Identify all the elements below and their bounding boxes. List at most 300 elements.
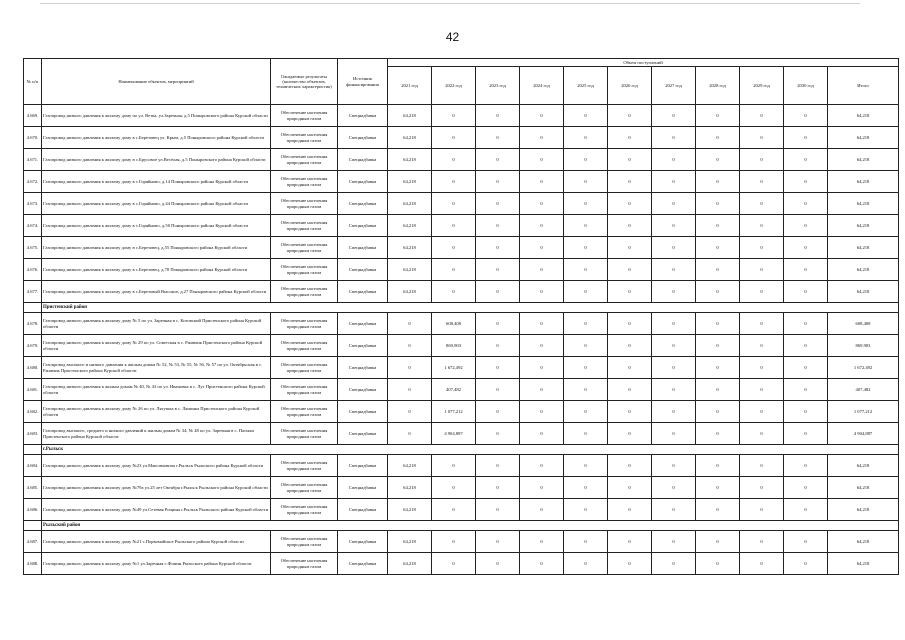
object-name: Газопровод низкого давления к жилому дому в с.Березовец, д.78 Поныровского района Курской области	[42, 259, 271, 281]
row-total: 1 077,212	[828, 401, 899, 423]
year-value: 0	[740, 357, 784, 379]
table-row	[24, 357, 899, 379]
section-label: Рыльский район	[42, 521, 899, 531]
year-value: 0	[740, 313, 784, 335]
year-value: 0	[564, 499, 608, 521]
year-value: 4 904,887	[432, 423, 476, 445]
year-value: 0	[608, 335, 652, 357]
year-value: 0	[520, 127, 564, 149]
year-value: 0	[476, 335, 520, 357]
object-name: Газопровод низкого давления к жилому дому в с.Горяйново, д.44 Поныровского района Курской области	[42, 193, 271, 215]
funding-source: Спецнадбавка	[338, 335, 388, 357]
table-row	[24, 477, 899, 499]
year-value: 0	[564, 401, 608, 423]
header-year: 2027 год	[652, 67, 696, 105]
expected-result: Обеспечение населения природным газом	[271, 357, 338, 379]
year-value: 0	[520, 379, 564, 401]
row-number: 4.669.	[24, 105, 42, 127]
year-value: 0	[740, 335, 784, 357]
section-row	[24, 303, 899, 313]
table-row	[24, 401, 899, 423]
year-value: 0	[520, 171, 564, 193]
year-value: 0	[476, 281, 520, 303]
row-total: 64,218	[828, 105, 899, 127]
year-value: 0	[564, 553, 608, 575]
header-total: Итого	[828, 67, 899, 105]
year-value: 0	[696, 259, 740, 281]
year-value: 0	[520, 215, 564, 237]
year-value: 0	[432, 553, 476, 575]
row-number: 4.675.	[24, 237, 42, 259]
year-value: 0	[784, 357, 828, 379]
table-row	[24, 193, 899, 215]
expected-result: Обеспечение населения природным газом	[271, 215, 338, 237]
object-name: Газопровод низкого давления к жилому дому в с.Березовец ул. Крым, д.5 Поныровского района Курской области	[42, 127, 271, 149]
year-value: 0	[432, 215, 476, 237]
year-value: 0	[784, 149, 828, 171]
section-num-cell	[24, 521, 42, 531]
year-value: 0	[520, 193, 564, 215]
object-name: Газопровод низкого давления к жилым домам № 40, № 43 по ул. Ивановка в с. Луг Пристенского района Курской области	[42, 379, 271, 401]
table-row	[24, 127, 899, 149]
year-value: 0	[740, 379, 784, 401]
row-number: 4.683.	[24, 423, 42, 445]
expected-result: Обеспечение населения природным газом	[271, 477, 338, 499]
year-value: 0	[784, 237, 828, 259]
header-year: 2028 год	[696, 67, 740, 105]
row-total: 1 672,492	[828, 357, 899, 379]
year-value: 0	[564, 105, 608, 127]
year-value: 0	[740, 105, 784, 127]
year-value: 0	[520, 553, 564, 575]
year-value: 0	[608, 193, 652, 215]
object-name: Газопровод низкого давления к жилому дому в с.Березовец, д.55 Поныровского района Курской области	[42, 237, 271, 259]
row-number: 4.678.	[24, 313, 42, 335]
year-value: 0	[696, 477, 740, 499]
year-value: 0	[432, 149, 476, 171]
year-value: 0	[476, 531, 520, 553]
year-value: 0	[784, 259, 828, 281]
year-value: 64,218	[388, 149, 432, 171]
year-value: 0	[784, 313, 828, 335]
year-value: 0	[696, 313, 740, 335]
year-value: 0	[432, 193, 476, 215]
year-value: 0	[564, 149, 608, 171]
section-label: г.Рыльск	[42, 445, 899, 455]
row-number: 4.671.	[24, 149, 42, 171]
year-value: 0	[476, 553, 520, 575]
year-value: 0	[608, 379, 652, 401]
funding-source: Спецнадбавка	[338, 531, 388, 553]
year-value: 0	[652, 455, 696, 477]
object-name: Газопровод низкого давления к жилому дому № 26 по ул. Лягушка в с. Ляпинка Пристенского района Курской области	[42, 401, 271, 423]
funding-source: Спецнадбавка	[338, 499, 388, 521]
object-name: Газопровод высокого и низкого давления к жилым домам № 52, № 53, № 55, № 56, № 57 по ул. Октябрьская в с. Ржавчик Пристенского района Курской области	[42, 357, 271, 379]
header-source: Источник финансирования	[338, 59, 388, 105]
row-total: 64,218	[828, 499, 899, 521]
row-number: 4.684.	[24, 455, 42, 477]
funding-source: Спецнадбавка	[338, 127, 388, 149]
year-value: 0	[564, 379, 608, 401]
funding-source: Спецнадбавка	[338, 477, 388, 499]
expected-result: Обеспечение населения природным газом	[271, 335, 338, 357]
object-name: Газопровод низкого давления к жилому дому №23 ул.Максимовича г.Рыльск Рыльского района Курской области	[42, 455, 271, 477]
table-row	[24, 149, 899, 171]
year-value: 0	[696, 357, 740, 379]
expected-result: Обеспечение населения природным газом	[271, 531, 338, 553]
table-row	[24, 281, 899, 303]
row-number: 4.679.	[24, 335, 42, 357]
year-value: 0	[476, 499, 520, 521]
year-value: 0	[520, 335, 564, 357]
year-value: 0	[520, 105, 564, 127]
header-year: 2029 год	[740, 67, 784, 105]
row-number: 4.674.	[24, 215, 42, 237]
year-value: 0	[652, 313, 696, 335]
year-value: 0	[564, 237, 608, 259]
year-value: 0	[432, 531, 476, 553]
year-value: 0	[432, 171, 476, 193]
funding-source: Спецнадбавка	[338, 401, 388, 423]
table-row	[24, 553, 899, 575]
year-value: 0	[652, 259, 696, 281]
year-value: 0	[696, 379, 740, 401]
row-number: 4.677.	[24, 281, 42, 303]
object-name: Газопровод низкого давления к жилому дому №21 с.Первомайское Рыльского района Курской области	[42, 531, 271, 553]
row-total: 64,218	[828, 149, 899, 171]
table-body	[24, 105, 899, 575]
year-value: 0	[652, 335, 696, 357]
year-value: 0	[564, 477, 608, 499]
year-value: 0	[432, 237, 476, 259]
year-value: 0	[740, 215, 784, 237]
year-value: 0	[652, 127, 696, 149]
year-value: 0	[784, 553, 828, 575]
expected-result: Обеспечение населения природным газом	[271, 171, 338, 193]
year-value: 0	[740, 127, 784, 149]
year-value: 64,218	[388, 259, 432, 281]
year-value: 0	[608, 281, 652, 303]
table-row	[24, 215, 899, 237]
page-number: 42	[445, 30, 460, 44]
expected-result: Обеспечение населения природным газом	[271, 553, 338, 575]
year-value: 0	[784, 215, 828, 237]
year-value: 64,218	[388, 237, 432, 259]
year-value: 0	[696, 553, 740, 575]
object-name: Газопровод низкого давления к жилому дому в с.Горяйново, д.50 Поныровского района Курской области	[42, 215, 271, 237]
year-value: 0	[476, 455, 520, 477]
section-row	[24, 445, 899, 455]
header-result: Ожидаемые результаты (количество объектов, технических характеристик)	[271, 59, 338, 105]
year-value: 0	[476, 127, 520, 149]
funding-source: Спецнадбавка	[338, 357, 388, 379]
year-value: 0	[608, 215, 652, 237]
year-value: 0	[476, 193, 520, 215]
funding-source: Спецнадбавка	[338, 237, 388, 259]
row-total: 4 904,887	[828, 423, 899, 445]
table-row	[24, 423, 899, 445]
year-value: 0	[652, 401, 696, 423]
year-value: 0	[520, 259, 564, 281]
object-name: Газопровод низкого давления к жилому дому в с.Горяйново, д.14 Поныровского района Курской области	[42, 171, 271, 193]
year-value: 0	[652, 379, 696, 401]
row-total: 407,482	[828, 379, 899, 401]
expected-result: Обеспечение населения природным газом	[271, 281, 338, 303]
year-value: 0	[564, 335, 608, 357]
year-value: 0	[520, 357, 564, 379]
year-value: 0	[432, 127, 476, 149]
expected-result: Обеспечение населения природным газом	[271, 193, 338, 215]
year-value: 64,218	[388, 477, 432, 499]
expected-result: Обеспечение населения природным газом	[271, 105, 338, 127]
year-value: 0	[476, 477, 520, 499]
row-total: 869,903	[828, 335, 899, 357]
year-value: 0	[608, 149, 652, 171]
year-value: 0	[388, 401, 432, 423]
year-value: 0	[432, 105, 476, 127]
year-value: 0	[740, 423, 784, 445]
year-value: 0	[388, 379, 432, 401]
row-total: 64,218	[828, 531, 899, 553]
year-value: 0	[564, 313, 608, 335]
year-value: 0	[564, 281, 608, 303]
year-value: 64,218	[388, 553, 432, 575]
year-value: 0	[388, 313, 432, 335]
row-total: 64,218	[828, 553, 899, 575]
section-num-cell	[24, 303, 42, 313]
funding-source: Спецнадбавка	[338, 215, 388, 237]
object-name: Газопровод низкого давления к жилому дому №1 ул.Заречная с.Фомин Рыльского района Курской области	[42, 553, 271, 575]
row-total: 608,408	[828, 313, 899, 335]
year-value: 0	[784, 499, 828, 521]
row-number: 4.673.	[24, 193, 42, 215]
year-value: 0	[696, 193, 740, 215]
year-value: 0	[476, 105, 520, 127]
year-value: 1 672,492	[432, 357, 476, 379]
year-value: 0	[696, 531, 740, 553]
table-row	[24, 335, 899, 357]
funding-source: Спецнадбавка	[338, 259, 388, 281]
year-value: 0	[608, 477, 652, 499]
expected-result: Обеспечение населения природным газом	[271, 259, 338, 281]
year-value: 608,408	[432, 313, 476, 335]
top-divider	[40, 3, 860, 4]
year-value: 0	[740, 259, 784, 281]
year-value: 0	[652, 237, 696, 259]
year-value: 0	[520, 281, 564, 303]
year-value: 0	[520, 313, 564, 335]
year-value: 0	[696, 215, 740, 237]
year-value: 0	[740, 193, 784, 215]
year-value: 0	[652, 553, 696, 575]
year-value: 0	[652, 423, 696, 445]
year-value: 0	[520, 499, 564, 521]
expected-result: Обеспечение населения природным газом	[271, 401, 338, 423]
row-total: 64,218	[828, 215, 899, 237]
funding-source: Спецнадбавка	[338, 171, 388, 193]
header-year: 2023 год	[476, 67, 520, 105]
year-value: 0	[784, 171, 828, 193]
year-value: 0	[652, 499, 696, 521]
year-value: 0	[564, 531, 608, 553]
funding-source: Спецнадбавка	[338, 379, 388, 401]
object-name: Газопровод низкого давления к жилому дому №49 ул.Сетевая Рощина г.Рыльск Рыльского района Курской области	[42, 499, 271, 521]
row-total: 64,218	[828, 259, 899, 281]
year-value: 0	[696, 149, 740, 171]
year-value: 407,482	[432, 379, 476, 401]
row-total: 64,218	[828, 193, 899, 215]
year-value: 0	[784, 477, 828, 499]
year-value: 0	[696, 423, 740, 445]
year-value: 0	[476, 401, 520, 423]
year-value: 0	[520, 423, 564, 445]
header-year: 2030 год	[784, 67, 828, 105]
header-year: 2022 год	[432, 67, 476, 105]
row-number: 4.687.	[24, 531, 42, 553]
year-value: 0	[432, 477, 476, 499]
year-value: 0	[696, 281, 740, 303]
year-value: 0	[740, 455, 784, 477]
funding-source: Спецнадбавка	[338, 281, 388, 303]
year-value: 0	[476, 149, 520, 171]
funding-source: Спецнадбавка	[338, 455, 388, 477]
year-value: 0	[652, 105, 696, 127]
object-name: Газопровод низкого давления к жилому дому в с.Брусовое ул.Весёлая, д.5 Поныровского района Курской области	[42, 149, 271, 171]
section-row	[24, 521, 899, 531]
year-value: 0	[432, 281, 476, 303]
year-value: 0	[740, 149, 784, 171]
year-value: 64,218	[388, 127, 432, 149]
expected-result: Обеспечение населения природным газом	[271, 379, 338, 401]
year-value: 0	[696, 105, 740, 127]
year-value: 0	[388, 357, 432, 379]
table-row	[24, 379, 899, 401]
year-value: 0	[564, 357, 608, 379]
year-value: 64,218	[388, 171, 432, 193]
expected-result: Обеспечение населения природным газом	[271, 237, 338, 259]
year-value: 0	[784, 379, 828, 401]
header-year: 2021 год	[388, 67, 432, 105]
year-value: 0	[608, 357, 652, 379]
year-value: 0	[608, 259, 652, 281]
table-row	[24, 455, 899, 477]
year-value: 0	[652, 215, 696, 237]
year-value: 0	[564, 127, 608, 149]
header-volume: Объем поступлений	[388, 59, 899, 67]
year-value: 0	[564, 215, 608, 237]
row-total: 64,218	[828, 281, 899, 303]
year-value: 0	[520, 455, 564, 477]
year-value: 0	[608, 313, 652, 335]
year-value: 869,903	[432, 335, 476, 357]
row-total: 64,218	[828, 127, 899, 149]
section-label: Пристенский район	[42, 303, 899, 313]
year-value: 0	[608, 127, 652, 149]
year-value: 0	[652, 193, 696, 215]
year-value: 0	[564, 259, 608, 281]
year-value: 0	[740, 281, 784, 303]
header-year: 2024 год	[520, 67, 564, 105]
year-value: 0	[476, 215, 520, 237]
year-value: 0	[740, 477, 784, 499]
year-value: 64,218	[388, 455, 432, 477]
year-value: 0	[652, 357, 696, 379]
year-value: 0	[608, 531, 652, 553]
year-value: 0	[740, 499, 784, 521]
header-num: № п/п	[24, 59, 42, 105]
expected-result: Обеспечение населения природным газом	[271, 423, 338, 445]
table-row	[24, 531, 899, 553]
year-value: 64,218	[388, 281, 432, 303]
object-name: Газопровод высокого, среднего и низкого давлений к жилым домам № 34, № 48 по ул. Заречная в с. Пасыки Пристенского района Курской области	[42, 423, 271, 445]
funding-source: Спецнадбавка	[338, 313, 388, 335]
header-name: Наименование объектов, мероприятий	[42, 59, 271, 105]
year-value: 0	[652, 149, 696, 171]
year-value: 0	[520, 401, 564, 423]
year-value: 0	[740, 553, 784, 575]
year-value: 64,218	[388, 215, 432, 237]
expected-result: Обеспечение населения природным газом	[271, 149, 338, 171]
table-row	[24, 237, 899, 259]
year-value: 0	[740, 401, 784, 423]
year-value: 0	[608, 455, 652, 477]
year-value: 0	[608, 237, 652, 259]
year-value: 0	[476, 357, 520, 379]
year-value: 0	[432, 455, 476, 477]
year-value: 0	[696, 499, 740, 521]
row-number: 4.670.	[24, 127, 42, 149]
year-value: 0	[520, 531, 564, 553]
row-total: 64,218	[828, 455, 899, 477]
year-value: 0	[564, 193, 608, 215]
year-value: 64,218	[388, 499, 432, 521]
year-value: 0	[784, 401, 828, 423]
year-value: 0	[652, 281, 696, 303]
expected-result: Обеспечение населения природным газом	[271, 455, 338, 477]
object-name: Газопровод низкого давления к жилому дому №79а ул.25 лет Октября г.Рыльск Рыльского района Курской области	[42, 477, 271, 499]
year-value: 0	[520, 149, 564, 171]
year-value: 0	[476, 171, 520, 193]
year-value: 0	[388, 335, 432, 357]
year-value: 0	[520, 237, 564, 259]
year-value: 0	[608, 553, 652, 575]
year-value: 0	[388, 423, 432, 445]
expected-result: Обеспечение населения природным газом	[271, 313, 338, 335]
year-value: 0	[564, 423, 608, 445]
object-name: Газопровод низкого давления к жилому дому № 5 по ул. Заречная в с. Котовский Пристенского района Курской области	[42, 313, 271, 335]
header-year: 2026 год	[608, 67, 652, 105]
row-number: 4.681.	[24, 379, 42, 401]
year-value: 0	[476, 423, 520, 445]
funding-source: Спецнадбавка	[338, 423, 388, 445]
year-value: 0	[740, 237, 784, 259]
table-row	[24, 313, 899, 335]
year-value: 0	[784, 105, 828, 127]
year-value: 0	[696, 171, 740, 193]
year-value: 64,218	[388, 531, 432, 553]
year-value: 0	[784, 455, 828, 477]
year-value: 0	[476, 259, 520, 281]
row-number: 4.688.	[24, 553, 42, 575]
year-value: 0	[564, 455, 608, 477]
year-value: 0	[564, 171, 608, 193]
year-value: 0	[608, 499, 652, 521]
year-value: 0	[740, 171, 784, 193]
year-value: 0	[740, 531, 784, 553]
expected-result: Обеспечение населения природным газом	[271, 127, 338, 149]
year-value: 0	[608, 401, 652, 423]
row-total: 64,218	[828, 237, 899, 259]
